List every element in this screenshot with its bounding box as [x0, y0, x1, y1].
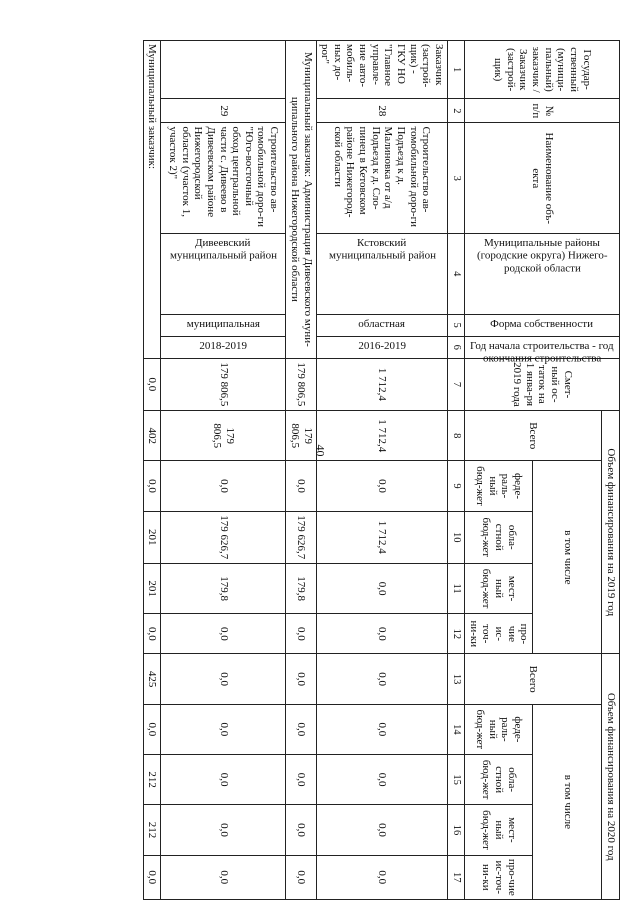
mun2-oth-2020: 0,0 [143, 855, 161, 899]
mun1-reg-2019: 179 626,7 [286, 511, 316, 563]
row28-loc-2020: 0,0 [316, 805, 447, 855]
row29-object: Строительство ав-томобильной доро-ги "Юго-восточный обход центральной части с. Дивеево в Дивеевском районе Нижегородской области (участок 1, участок 2)" [161, 123, 286, 234]
mun2-oth-2019: 0,0 [143, 614, 161, 654]
mun1-loc-2019: 179,8 [286, 563, 316, 613]
mun1-total-2019: 179 806,5 [286, 411, 316, 461]
mun1-loc-2020: 0,0 [286, 805, 316, 855]
mun2-loc-2019: 201 [143, 563, 161, 613]
col-number: 10 [447, 511, 464, 563]
landscape-table-container [60, 40, 620, 900]
financing-table [143, 40, 620, 900]
header-local-2020: мест-ный бюд-жет [465, 805, 533, 855]
mun1-remaining: 179 806,5 [286, 358, 316, 410]
col-number: 15 [447, 755, 464, 805]
row28-reg-2019: 1 712,4 [316, 511, 447, 563]
header-fin-2020: Объем финансирования на 2020 год [602, 654, 620, 900]
row29-ownership [161, 314, 286, 336]
col-number: 16 [447, 805, 464, 855]
mun2-fed-2019: 0,0 [143, 461, 161, 511]
table-row-29 [161, 41, 286, 900]
row28-ownership [316, 314, 447, 336]
header-ownership [465, 314, 620, 336]
mun1-oth-2019: 0,0 [286, 614, 316, 654]
header-ownership-text: Форма собственности [490, 317, 594, 330]
row28-remaining: 1 712,4 [316, 358, 447, 410]
row29-oth-2019: 0,0 [161, 614, 286, 654]
header-regional-2020: обла-стной бюд-жет [465, 755, 533, 805]
header-total-2019: Всего [465, 411, 602, 461]
row28-loc-2019: 0,0 [316, 563, 447, 613]
row29-oth-2020: 0,0 [161, 855, 286, 899]
header-total-2020: Всего [465, 654, 602, 704]
header-object: Наименование объ-екта [465, 123, 620, 234]
mun1-oth-2020: 0,0 [286, 855, 316, 899]
col-number: 4 [447, 234, 464, 314]
row28-fed-2020: 0,0 [316, 704, 447, 754]
col-number: 6 [447, 336, 464, 358]
mun2-total-2019: 402 [143, 411, 161, 461]
row29-years-text: 2018-2019 [199, 339, 248, 352]
col-number: 7 [447, 358, 464, 410]
col-number: 1 [447, 41, 464, 99]
header-districts [465, 234, 620, 314]
row29-loc-2019: 179,8 [161, 563, 286, 613]
row29-years [161, 336, 286, 358]
header-row-1 [602, 41, 620, 900]
mun1-fed-2019: 0,0 [286, 461, 316, 511]
row28-ownership-text: областная [358, 317, 406, 330]
column-numbers-row [447, 41, 464, 900]
mun2-loc-2020: 212 [143, 805, 161, 855]
mun2-reg-2019: 201 [143, 511, 161, 563]
row29-total-2019: 179 806,5 [161, 411, 286, 461]
col-number: 14 [447, 704, 464, 754]
row29-loc-2020: 0,0 [161, 805, 286, 855]
mun2-remaining: 0,0 [143, 358, 161, 410]
mun2-total-2020: 425 [143, 654, 161, 704]
mun1-total-2020: 0,0 [286, 654, 316, 704]
mun-customer-2-label: Муниципальный заказчик: [143, 41, 161, 359]
col-number: 13 [447, 654, 464, 704]
row29-customer [161, 41, 286, 99]
row29-fed-2019: 0,0 [161, 461, 286, 511]
row29-fed-2020: 0,0 [161, 704, 286, 754]
row28-customer: Заказчик (застрой-щик) - ГКУ НО "Главное управле-ние авто-мобиль-ных до-рог" [316, 41, 447, 99]
row28-years-text: 2016-2019 [357, 339, 406, 352]
mun-customer-row-2 [143, 41, 161, 900]
col-number: 9 [447, 461, 464, 511]
row29-total-2020: 0,0 [161, 654, 286, 704]
table-row-28 [316, 41, 447, 900]
mun1-reg-2020: 0,0 [286, 755, 316, 805]
header-years-text: Год начала строительства - год окончания строительства [470, 339, 614, 365]
col-number: 3 [447, 123, 464, 234]
row28-reg-2020: 0,0 [316, 755, 447, 805]
mun1-fed-2020: 0,0 [286, 704, 316, 754]
header-other-2019: про-чие ис-точ-ни-ки [465, 614, 533, 654]
row29-remaining: 179 806,5 [161, 358, 286, 410]
row28-district-text: Кстовский муниципальный район [328, 237, 436, 262]
row28-fed-2019: 0,0 [316, 461, 447, 511]
header-years [465, 336, 620, 365]
row28-object: Строительство ав-томобильной доро-ги Подъезд к д. Малиновка от а/д Подъезд к д. Сло-пинец в Кетовском районе Нижегород-ской области [316, 123, 447, 234]
row29-num: 29 [161, 99, 286, 123]
header-other-2020: про-чие ис-точ-ни-ки [465, 855, 533, 899]
col-number: 2 [447, 99, 464, 123]
col-number: 12 [447, 614, 464, 654]
mun2-fed-2020: 0,0 [143, 704, 161, 754]
col-number: 11 [447, 563, 464, 613]
row28-num: 28 [316, 99, 447, 123]
mun-customer-row-1 [286, 41, 316, 900]
col-number: 5 [447, 314, 464, 336]
col-number: 17 [447, 855, 464, 899]
header-districts-text: Муниципальные районы (городские округа) Нижего-родской области [476, 237, 608, 275]
mun2-reg-2020: 212 [143, 755, 161, 805]
row28-total-2020: 0,0 [316, 654, 447, 704]
row28-total-2019: 1 712,4 [316, 411, 447, 461]
header-customer: Государ-ственный (муници-пальный) заказчик / Заказчик (застрой-щик) [465, 41, 620, 99]
header-federal-2019: феде-раль-ный бюд-жет [465, 461, 533, 511]
page-number: 40 [313, 444, 328, 457]
row29-district [161, 234, 286, 314]
col-number: 8 [447, 411, 464, 461]
header-inthat-2020: в том числе [533, 704, 602, 899]
header-inthat-2019: в том числе [533, 461, 602, 654]
header-num: № п/п [465, 99, 620, 123]
header-fin-2019: Объем финансирования на 2019 год [602, 411, 620, 654]
mun-customer-1-label: Муниципальный заказчик: Администрация Дивеевского муни-ципального района Нижегородской области [286, 41, 316, 359]
row29-ownership-text: муниципальная [186, 317, 260, 330]
row29-reg-2020: 0,0 [161, 755, 286, 805]
header-remaining: Смет-ный ос-таток на 1 янва-ря 2019 года [465, 358, 620, 410]
row29-district-text: Дивеевский муниципальный район [169, 237, 277, 262]
row28-years [316, 336, 447, 358]
row28-district [316, 234, 447, 314]
row28-oth-2019: 0,0 [316, 614, 447, 654]
header-regional-2019: обла-стной бюд-жет [465, 511, 533, 563]
row28-oth-2020: 0,0 [316, 855, 447, 899]
header-federal-2020: феде-раль-ный бюд-жет [465, 704, 533, 754]
row29-reg-2019: 179 626,7 [161, 511, 286, 563]
header-local-2019: мест-ный бюд-жет [465, 563, 533, 613]
